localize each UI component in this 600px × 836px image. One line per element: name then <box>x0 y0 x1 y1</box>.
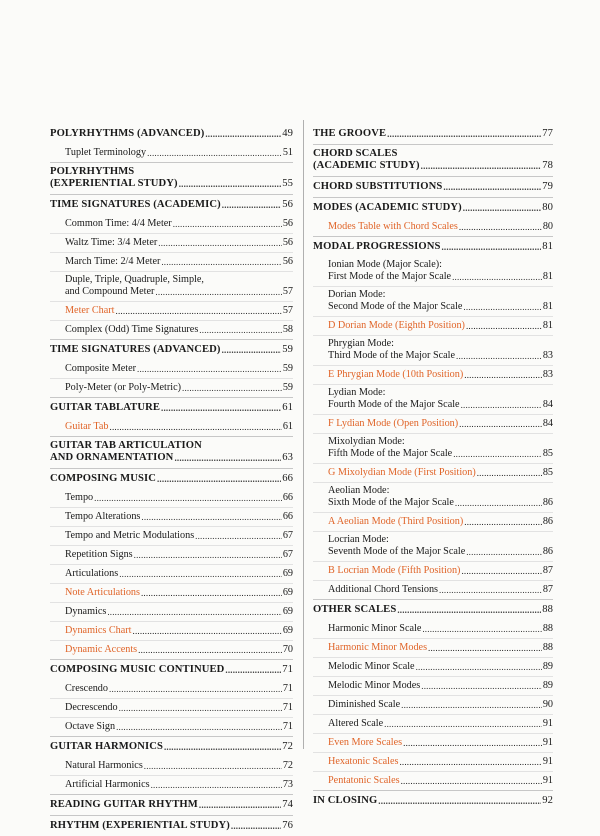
toc-entry-b-locrian-mode-fifth-position[interactable] <box>313 562 553 581</box>
dot-leader <box>453 447 542 461</box>
entry-title: COMPOSING MUSIC <box>50 473 156 484</box>
entry-title: POLYRHYTHMS (ADVANCED) <box>50 128 205 139</box>
page-number: 89 <box>542 680 553 691</box>
page-number: 84 <box>542 418 553 429</box>
dot-leader <box>399 755 541 769</box>
page-number: 92 <box>542 795 553 806</box>
dot-leader <box>199 798 281 812</box>
toc-section-guitar-harmonics[interactable] <box>50 736 293 757</box>
page-number: 59 <box>282 382 293 393</box>
entry-title: D Dorian Mode (Eighth Position) <box>328 320 465 331</box>
dot-leader <box>141 586 282 600</box>
page-number: 89 <box>542 661 553 672</box>
page-number: 61 <box>282 402 293 413</box>
page-number: 79 <box>542 181 553 192</box>
entry-title: Guitar Tab <box>65 421 109 432</box>
toc-entry-mixolydian-mode-fifth-mode-of-the-major-scale[interactable] <box>313 434 553 464</box>
page-number: 61 <box>282 421 293 432</box>
dot-leader <box>116 720 282 734</box>
toc-section-composing-music[interactable] <box>50 468 293 489</box>
page-number: 78 <box>542 160 553 171</box>
entry-title: COMPOSING MUSIC CONTINUED <box>50 664 225 675</box>
entry-title: AND ORNAMENTATION <box>50 452 174 463</box>
dot-leader <box>173 217 282 231</box>
entry-title: Third Mode of the Major Scale <box>328 350 456 361</box>
toc-entry-f-lydian-mode-open-position[interactable] <box>313 415 553 434</box>
toc-entry-even-more-scales[interactable] <box>313 734 553 753</box>
entry-title: READING GUITAR RHYTHM <box>50 799 198 810</box>
entry-title: THE GROOVE <box>313 128 387 139</box>
entry-title: Even More Scales <box>328 737 403 748</box>
entry-title: and Compound Meter <box>65 286 155 297</box>
toc-left-column <box>50 124 293 836</box>
page-number: 87 <box>542 565 553 576</box>
entry-title: Complex (Odd) Time Signatures <box>65 324 199 335</box>
dot-leader <box>225 663 281 677</box>
toc-entry-decrescendo[interactable] <box>50 699 293 718</box>
page-number: 81 <box>542 271 553 282</box>
toc-entry-lydian-mode-fourth-mode-of-the-major-scale[interactable] <box>313 385 553 415</box>
toc-entry-composite-meter[interactable] <box>50 360 293 379</box>
toc-entry-altered-scale[interactable] <box>313 715 553 734</box>
entry-title: Modes Table with Chord Scales <box>328 221 458 232</box>
toc-entry-octave-sign[interactable] <box>50 718 293 736</box>
page-number: 55 <box>282 178 293 189</box>
toc-entry-tempo-and-metric-modulations[interactable] <box>50 527 293 546</box>
entry-title: Melodic Minor Scale <box>328 661 415 672</box>
page-number: 56 <box>282 256 293 267</box>
dot-leader <box>461 564 541 578</box>
dot-leader <box>464 515 542 529</box>
toc-entry-crescendo[interactable] <box>50 680 293 699</box>
dot-leader <box>179 177 282 191</box>
toc-section-time-signatures-academic[interactable] <box>50 194 293 215</box>
dot-leader <box>155 285 281 299</box>
toc-entry-articulations[interactable] <box>50 565 293 584</box>
entry-title: March Time: 2/4 Meter <box>65 256 161 267</box>
toc-section-time-signatures-advanced[interactable] <box>50 339 293 360</box>
toc-entry-hexatonic-scales[interactable] <box>313 753 553 772</box>
dot-leader <box>174 451 281 465</box>
entry-title: Poly-Meter (or Poly-Metric) <box>65 382 181 393</box>
entry-title: Pentatonic Scales <box>328 775 400 786</box>
page-number: 73 <box>282 779 293 790</box>
page-number: 71 <box>282 664 293 675</box>
toc-section-the-groove[interactable] <box>313 124 553 144</box>
dot-leader <box>477 466 542 480</box>
page-number: 69 <box>282 568 293 579</box>
page-number: 91 <box>542 737 553 748</box>
entry-title: Repetition Signs <box>65 549 133 560</box>
entry-title: IN CLOSING <box>313 795 378 806</box>
dot-leader <box>222 198 281 212</box>
dot-leader <box>107 605 282 619</box>
dot-leader <box>119 701 282 715</box>
page-number: 86 <box>542 516 553 527</box>
dot-leader <box>195 529 282 543</box>
dot-leader <box>161 255 281 269</box>
toc-entry-artificial-harmonics[interactable] <box>50 776 293 794</box>
page-number: 57 <box>282 305 293 316</box>
entry-title: GUITAR TABLATURE <box>50 402 161 413</box>
page-number: 51 <box>282 147 293 158</box>
page-number: 71 <box>282 702 293 713</box>
dot-leader <box>421 679 542 693</box>
toc-entry-harmonic-minor-modes[interactable] <box>313 639 553 658</box>
page-number: 91 <box>542 718 553 729</box>
page-number: 91 <box>542 775 553 786</box>
dot-leader <box>459 417 542 431</box>
entry-title: TIME SIGNATURES (ACADEMIC) <box>50 199 221 210</box>
entry-title: Crescendo <box>65 683 108 694</box>
page-number: 80 <box>542 221 553 232</box>
page-number: 66 <box>282 492 293 503</box>
dot-leader <box>459 220 542 234</box>
toc-entry-meter-chart[interactable] <box>50 302 293 321</box>
page-number: 81 <box>542 320 553 331</box>
dot-leader <box>182 381 282 395</box>
toc-entry-dynamics[interactable] <box>50 603 293 622</box>
toc-entry-harmonic-minor-scale[interactable] <box>313 620 553 639</box>
entry-title-line: Aeolian Mode: <box>328 485 390 496</box>
dot-leader <box>456 349 542 363</box>
toc-entry-tempo[interactable] <box>50 489 293 508</box>
dot-leader <box>397 603 541 617</box>
toc-entry-natural-harmonics[interactable] <box>50 757 293 776</box>
entry-title-line: Phrygian Mode: <box>328 338 394 349</box>
page-number: 56 <box>282 237 293 248</box>
toc-section-rhythm-experiential-study[interactable] <box>50 815 293 836</box>
page-number: 71 <box>282 683 293 694</box>
entry-title: Tempo Alterations <box>65 511 141 522</box>
dot-leader <box>110 420 282 434</box>
dot-leader <box>443 180 541 194</box>
page-number: 81 <box>542 241 553 252</box>
entry-title: Fifth Mode of the Major Scale <box>328 448 453 459</box>
entry-title: B Locrian Mode (Fifth Position) <box>328 565 461 576</box>
entry-title: Waltz Time: 3/4 Meter <box>65 237 158 248</box>
entry-title: Octave Sign <box>65 721 116 732</box>
entry-title: GUITAR HARMONICS <box>50 741 163 752</box>
toc-entry-d-dorian-mode-eighth-position[interactable] <box>313 317 553 336</box>
toc-entry-tuplet-terminology[interactable] <box>50 144 293 162</box>
toc-entry-locrian-mode-seventh-mode-of-the-major-scale[interactable] <box>313 532 553 562</box>
toc-entry-common-time-4-4-meter[interactable] <box>50 215 293 234</box>
dot-leader <box>147 146 282 160</box>
dot-leader <box>461 398 542 412</box>
toc-entry-complex-odd-time-signatures[interactable] <box>50 321 293 339</box>
entry-title: Diminished Scale <box>328 699 401 710</box>
toc-entry-aeolian-mode-sixth-mode-of-the-major-scale[interactable] <box>313 483 553 513</box>
page-number: 86 <box>542 546 553 557</box>
dot-leader <box>119 567 282 581</box>
page-number: 85 <box>542 448 553 459</box>
toc-entry-pentatonic-scales[interactable] <box>313 772 553 790</box>
page-number: 88 <box>542 623 553 634</box>
page-number: 83 <box>542 350 553 361</box>
toc-entry-note-articulations[interactable] <box>50 584 293 603</box>
dot-leader <box>144 759 282 773</box>
page-number: 81 <box>542 301 553 312</box>
page-number: 88 <box>542 642 553 653</box>
page-number: 90 <box>542 699 553 710</box>
dot-leader <box>231 819 281 833</box>
entry-title-line: Lydian Mode: <box>328 387 386 398</box>
toc-entry-dorian-mode-second-mode-of-the-major-scale[interactable] <box>313 287 553 317</box>
toc-entry-phrygian-mode-third-mode-of-the-major-scale[interactable] <box>313 336 553 366</box>
page-number: 69 <box>282 625 293 636</box>
page-number: 72 <box>282 741 293 752</box>
dot-leader <box>416 660 542 674</box>
entry-title: RHYTHM (EXPERIENTIAL STUDY) <box>50 820 230 831</box>
dot-leader <box>466 319 542 333</box>
page-number: 59 <box>282 363 293 374</box>
entry-title-line: Dorian Mode: <box>328 289 386 300</box>
page-number: 59 <box>282 344 293 355</box>
entry-title: Decrescendo <box>65 702 118 713</box>
page-number: 71 <box>282 721 293 732</box>
page-number: 85 <box>542 467 553 478</box>
page-number: 58 <box>282 324 293 335</box>
entry-title: Altered Scale <box>328 718 384 729</box>
page-number: 49 <box>282 128 293 139</box>
page-number: 69 <box>282 587 293 598</box>
entry-title: A Aeolian Mode (Third Position) <box>328 516 464 527</box>
entry-title: Dynamics <box>65 606 107 617</box>
page-number: 91 <box>542 756 553 767</box>
page-number: 66 <box>282 473 293 484</box>
dot-leader <box>466 545 542 559</box>
toc-entry-g-mixolydian-mode-first-position[interactable] <box>313 464 553 483</box>
toc-section-modes-academic-study[interactable] <box>313 197 553 218</box>
dot-leader <box>401 774 542 788</box>
dot-leader <box>109 682 282 696</box>
dot-leader <box>441 240 541 254</box>
entry-title: Meter Chart <box>65 305 115 316</box>
dot-leader <box>133 624 282 638</box>
page-number: 67 <box>282 549 293 560</box>
entry-title-line: Ionian Mode (Major Scale): <box>328 259 443 270</box>
page-number: 76 <box>282 820 293 831</box>
page-number: 72 <box>282 760 293 771</box>
entry-title: First Mode of the Major Scale <box>328 271 452 282</box>
page-number: 69 <box>282 606 293 617</box>
dot-leader <box>134 548 282 562</box>
entry-title: Note Articulations <box>65 587 140 598</box>
page-number: 83 <box>542 369 553 380</box>
toc-entry-modes-table-with-chord-scales[interactable] <box>313 218 553 236</box>
entry-title: Sixth Mode of the Major Scale <box>328 497 454 508</box>
dot-leader <box>455 496 542 510</box>
toc-entry-melodic-minor-modes[interactable] <box>313 677 553 696</box>
entry-title: CHORD SUBSTITUTIONS <box>313 181 443 192</box>
dot-leader <box>116 304 282 318</box>
page-number: 70 <box>282 644 293 655</box>
dot-leader <box>387 127 541 141</box>
dot-leader <box>94 491 282 505</box>
dot-leader <box>164 740 281 754</box>
toc-section-modal-progressions[interactable] <box>313 236 553 257</box>
page-number: 87 <box>542 584 553 595</box>
entry-title: Composite Meter <box>65 363 137 374</box>
toc-entry-dynamics-chart[interactable] <box>50 622 293 641</box>
toc-section-guitar-tablature[interactable] <box>50 397 293 418</box>
dot-leader <box>157 472 281 486</box>
dot-leader <box>138 643 282 657</box>
toc-entry-diminished-scale[interactable] <box>313 696 553 715</box>
entry-title: MODES (ACADEMIC STUDY) <box>313 202 462 213</box>
page-number: 88 <box>542 604 553 615</box>
toc-section-chord-scales-academic-study[interactable] <box>313 144 553 176</box>
page-number: 57 <box>282 286 293 297</box>
entry-title: Common Time: 4/4 Meter <box>65 218 172 229</box>
entry-title: Tempo and Metric Modulations <box>65 530 195 541</box>
page-number: 67 <box>282 530 293 541</box>
toc-entry-dynamic-accents[interactable] <box>50 641 293 659</box>
toc-entry-waltz-time-3-4-meter[interactable] <box>50 234 293 253</box>
entry-title: G Mixolydian Mode (First Position) <box>328 467 476 478</box>
toc-entry-e-phrygian-mode-10th-position[interactable] <box>313 366 553 385</box>
entry-title: TIME SIGNATURES (ADVANCED) <box>50 344 221 355</box>
dot-leader <box>463 300 541 314</box>
entry-title-line: Mixolydian Mode: <box>328 436 405 447</box>
entry-title: Harmonic Minor Modes <box>328 642 428 653</box>
entry-title: Second Mode of the Major Scale <box>328 301 463 312</box>
entry-title: Harmonic Minor Scale <box>328 623 422 634</box>
entry-title: (ACADEMIC STUDY) <box>313 160 420 171</box>
dot-leader <box>199 323 282 337</box>
toc-section-polyrhythms-experiential-study[interactable] <box>50 162 293 194</box>
page-number: 80 <box>542 202 553 213</box>
entry-title: Seventh Mode of the Major Scale <box>328 546 466 557</box>
entry-title: F Lydian Mode (Open Position) <box>328 418 459 429</box>
entry-title: Hexatonic Scales <box>328 756 399 767</box>
page-number: 74 <box>282 799 293 810</box>
entry-title: Dynamic Accents <box>65 644 138 655</box>
toc-entry-duple-triple-quadruple-simple-and-compound-meter[interactable] <box>50 272 293 302</box>
toc-entry-melodic-minor-scale[interactable] <box>313 658 553 677</box>
dot-leader <box>428 641 542 655</box>
entry-title-line: Locrian Mode: <box>328 534 389 545</box>
toc-entry-a-aeolian-mode-third-position[interactable] <box>313 513 553 532</box>
entry-title-line: GUITAR TAB ARTICULATION <box>50 440 202 451</box>
entry-title: Additional Chord Tensions <box>328 584 439 595</box>
dot-leader <box>452 270 542 284</box>
entry-title: Dynamics Chart <box>65 625 132 636</box>
page-number: 63 <box>282 452 293 463</box>
entry-title: Tuplet Terminology <box>65 147 147 158</box>
page-number: 86 <box>542 497 553 508</box>
toc-section-guitar-tab-articulation-and-ornamentation[interactable] <box>50 436 293 468</box>
entry-title-line: CHORD SCALES <box>313 148 398 159</box>
toc-section-in-closing[interactable] <box>313 790 553 811</box>
dot-leader <box>439 583 542 597</box>
entry-title-line: POLYRHYTHMS <box>50 166 135 177</box>
toc-section-other-scales[interactable] <box>313 599 553 620</box>
toc-section-composing-music-continued[interactable] <box>50 659 293 680</box>
entry-title: (EXPERIENTIAL STUDY) <box>50 178 178 189</box>
page-number: 66 <box>282 511 293 522</box>
toc-entry-ionian-mode-major-scale-first-mode-of-the-major-scale[interactable] <box>313 257 553 287</box>
dot-leader <box>151 778 282 792</box>
dot-leader <box>401 698 542 712</box>
toc-right-column <box>313 124 553 811</box>
entry-title: Artificial Harmonics <box>65 779 150 790</box>
column-divider <box>303 120 304 749</box>
toc-entry-march-time-2-4-meter[interactable] <box>50 253 293 272</box>
dot-leader <box>137 362 282 376</box>
dot-leader <box>421 159 542 173</box>
entry-title: OTHER SCALES <box>313 604 397 615</box>
entry-title: Melodic Minor Modes <box>328 680 421 691</box>
page-number: 84 <box>542 399 553 410</box>
page-number: 56 <box>282 199 293 210</box>
entry-title: Articulations <box>65 568 119 579</box>
dot-leader <box>463 201 541 215</box>
toc-entry-guitar-tab[interactable] <box>50 418 293 436</box>
dot-leader <box>222 343 282 357</box>
toc-entry-tempo-alterations[interactable] <box>50 508 293 527</box>
dot-leader <box>422 622 541 636</box>
dot-leader <box>158 236 282 250</box>
page-number: 77 <box>542 128 553 139</box>
entry-title: MODAL PROGRESSIONS <box>313 241 441 252</box>
entry-title: Fourth Mode of the Major Scale <box>328 399 460 410</box>
toc-entry-poly-meter-or-poly-metric[interactable] <box>50 379 293 397</box>
entry-title: Tempo <box>65 492 94 503</box>
toc-entry-additional-chord-tensions[interactable] <box>313 581 553 599</box>
toc-section-polyrhythms-advanced[interactable] <box>50 124 293 144</box>
dot-leader <box>378 794 541 808</box>
entry-title: Natural Harmonics <box>65 760 143 771</box>
dot-leader <box>205 127 281 141</box>
dot-leader <box>403 736 542 750</box>
toc-entry-repetition-signs[interactable] <box>50 546 293 565</box>
dot-leader <box>141 510 281 524</box>
toc-section-reading-guitar-rhythm[interactable] <box>50 794 293 815</box>
toc-section-chord-substitutions[interactable] <box>313 176 553 197</box>
dot-leader <box>161 401 281 415</box>
entry-title: E Phrygian Mode (10th Position) <box>328 369 464 380</box>
dot-leader <box>464 368 542 382</box>
entry-title-line: Duple, Triple, Quadruple, Simple, <box>65 274 204 285</box>
page-number: 56 <box>282 218 293 229</box>
dot-leader <box>384 717 542 731</box>
